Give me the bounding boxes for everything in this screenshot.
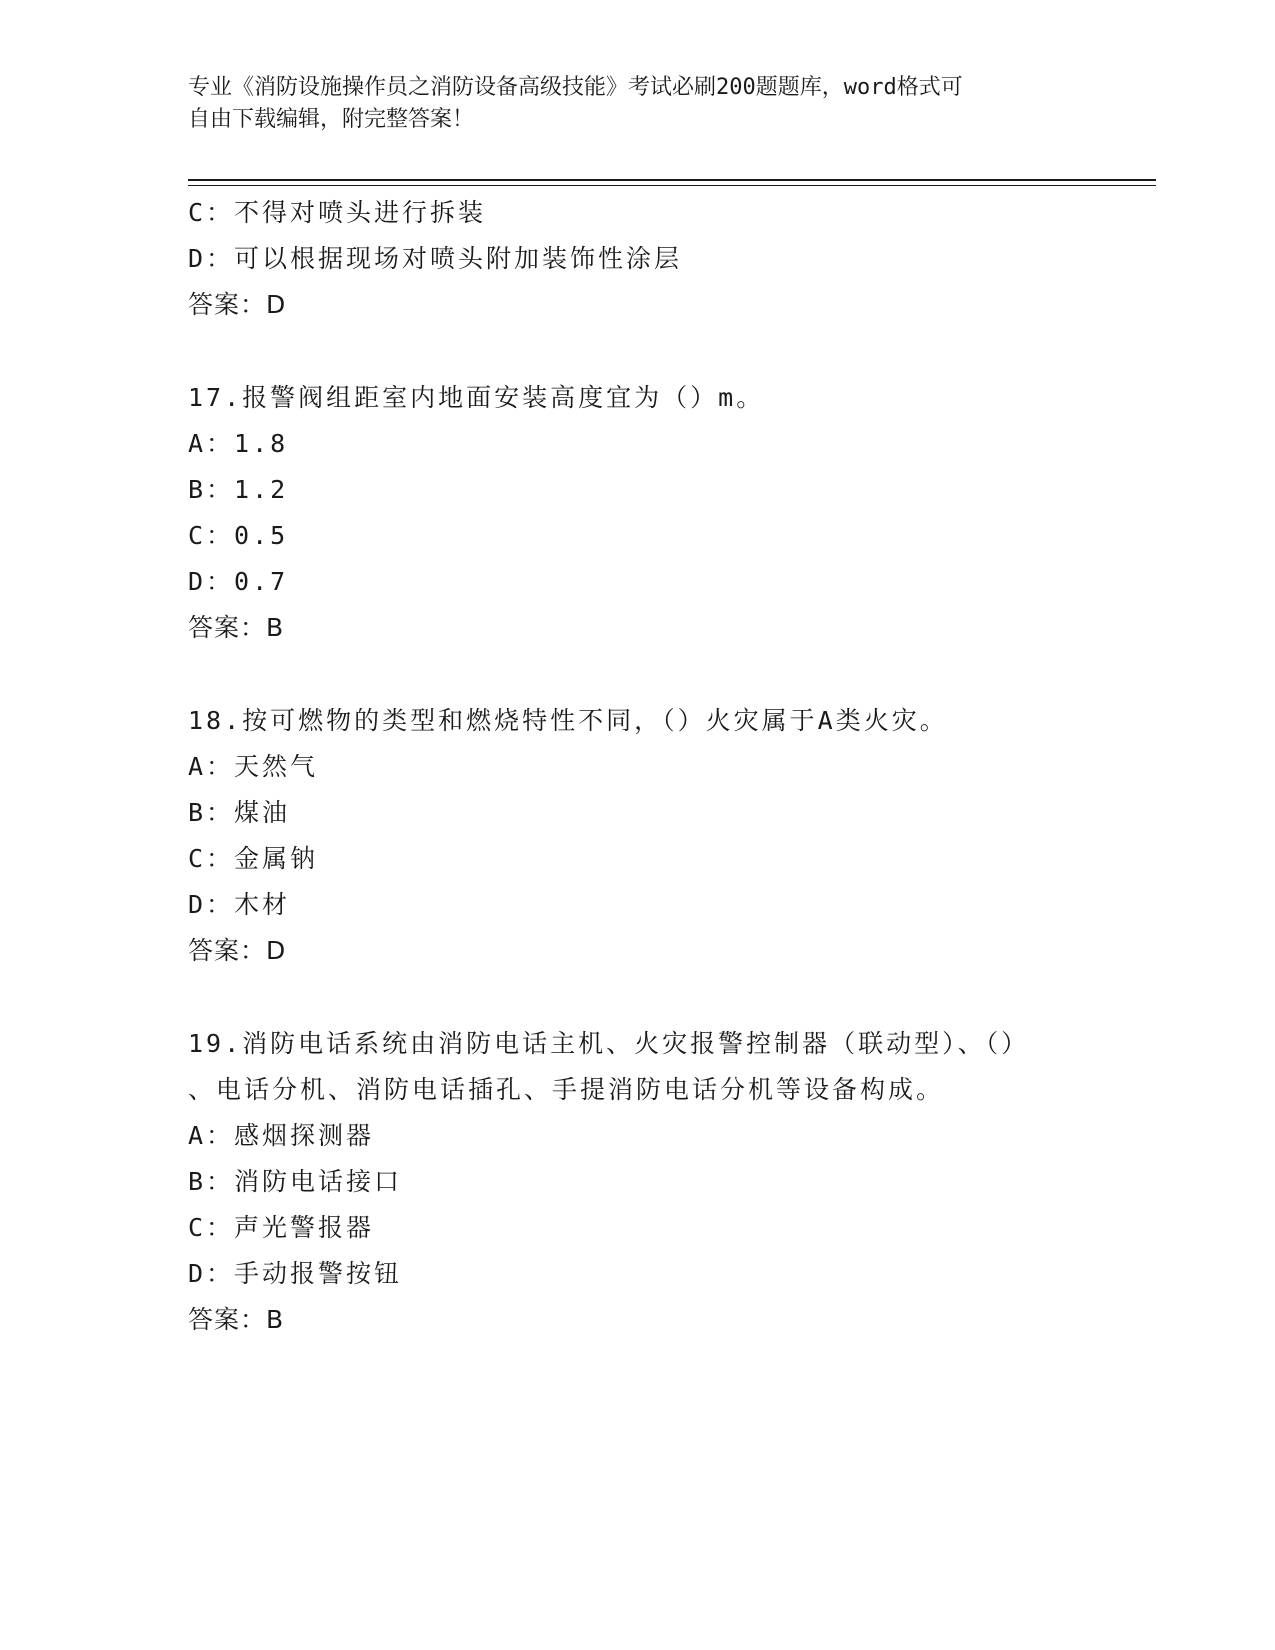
option-a: A：天然气	[188, 752, 319, 781]
answer: 答案：B	[188, 613, 285, 642]
option-d: D：木材	[188, 890, 291, 919]
question-body	[188, 190, 1148, 1343]
question-stem: 18.按可燃物的类型和燃烧特性不同，（）火灾属于A类火灾。	[188, 706, 948, 735]
answer: 答案：B	[188, 1305, 285, 1334]
question-17	[188, 375, 1148, 651]
option-c: C：0.5	[188, 521, 289, 550]
header-line-2: 自由下载编辑，附完整答案！	[188, 107, 475, 132]
spacer	[188, 974, 1148, 1021]
option-a: A：感烟探测器	[188, 1121, 375, 1150]
header-divider-thick	[188, 179, 1156, 181]
header-divider-thin	[188, 185, 1156, 186]
option-d: D：手动报警按钮	[188, 1259, 403, 1288]
option-d: D：可以根据现场对喷头附加装饰性涂层	[188, 244, 683, 273]
option-c: C：不得对喷头进行拆装	[188, 198, 487, 227]
document-header	[188, 72, 1088, 136]
option-c: C：金属钠	[188, 844, 319, 873]
option-b: B：1.2	[188, 475, 289, 504]
option-b: B：煤油	[188, 798, 291, 827]
question-19	[188, 1021, 1148, 1343]
header-line-1: 专业《消防设施操作员之消防设备高级技能》考试必刷200题题库，word格式可	[188, 75, 963, 100]
question-stem-line-1: 19.消防电话系统由消防电话主机、火灾报警控制器（联动型）、（）	[188, 1029, 1030, 1058]
answer: 答案：D	[188, 936, 287, 965]
question-18	[188, 698, 1148, 974]
spacer	[188, 328, 1148, 375]
option-a: A：1.8	[188, 429, 289, 458]
option-c: C：声光警报器	[188, 1213, 375, 1242]
spacer	[188, 651, 1148, 698]
option-d: D：0.7	[188, 567, 289, 596]
question-stem-line-2: 、电话分机、消防电话插孔、手提消防电话分机等设备构成。	[188, 1075, 945, 1104]
option-b: B：消防电话接口	[188, 1167, 403, 1196]
question-stem: 17.报警阀组距室内地面安装高度宜为（）m。	[188, 383, 765, 412]
answer: 答案：D	[188, 290, 287, 319]
previous-question-tail	[188, 190, 1148, 328]
